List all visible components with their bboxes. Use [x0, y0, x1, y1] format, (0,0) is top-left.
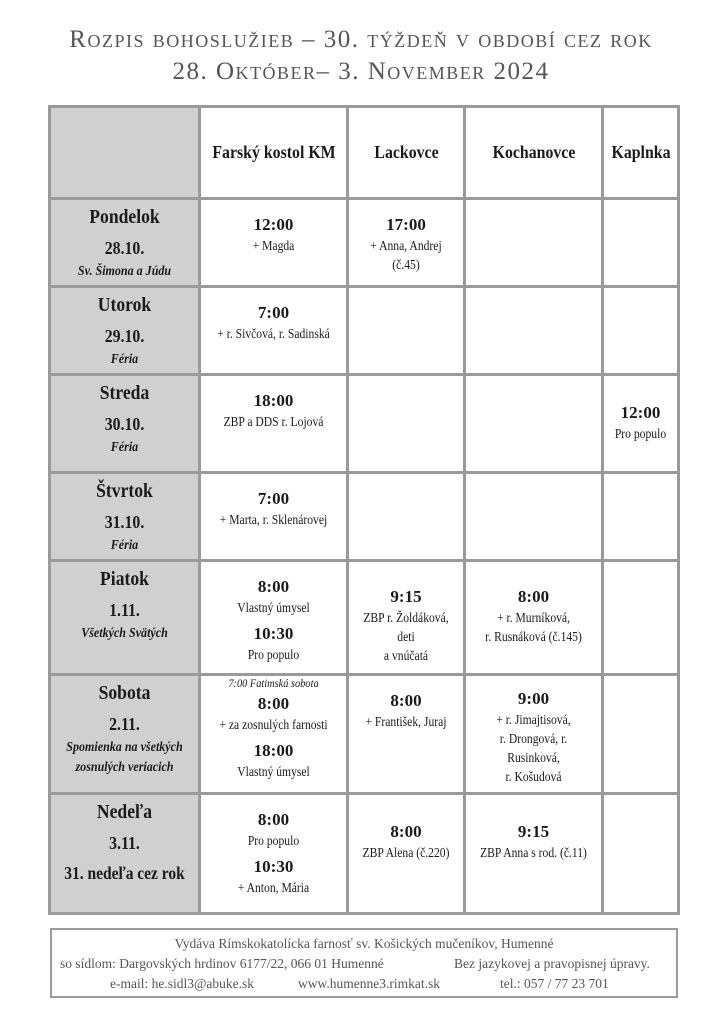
- mass-entry: [349, 821, 463, 862]
- mass-cell: [200, 199, 348, 287]
- day-feast: Féria: [110, 440, 139, 455]
- table-row: [50, 199, 679, 287]
- mass-cell: [348, 287, 465, 375]
- day-cell: [50, 675, 200, 794]
- mass-cell: [465, 199, 603, 287]
- table-header-row: [50, 107, 679, 199]
- mass-entry: [604, 402, 677, 443]
- day-feast: Sv. Šimona a Júdu: [77, 264, 172, 279]
- day-name: Streda: [99, 382, 150, 404]
- day-date: 28.10.: [104, 238, 145, 258]
- mass-intention: ZBP r. Žoldáková, deti: [363, 610, 449, 644]
- day-cell: [50, 287, 200, 375]
- mass-intention: a vnúčatá: [383, 648, 429, 663]
- mass-time: 10:30: [253, 857, 294, 876]
- day-feast: Féria: [110, 352, 139, 367]
- mass-intention: r. Rusnáková (č.145): [485, 629, 582, 644]
- day-name: Utorok: [97, 294, 152, 316]
- mass-intention: Vlastný úmysel: [237, 600, 310, 615]
- mass-entry: [201, 488, 346, 529]
- day-cell: [50, 199, 200, 287]
- address-text: so sídlom: Dargovských hrdinov 6177/22, 066 01 Humenné: [60, 956, 384, 971]
- day-date: 1.11.: [109, 600, 140, 620]
- mass-entry: [201, 809, 346, 850]
- mass-entry: [466, 688, 601, 786]
- mass-cell: [200, 287, 348, 375]
- day-date: 29.10.: [104, 326, 145, 346]
- mass-cell: [200, 561, 348, 675]
- mass-cell: [348, 675, 465, 794]
- mass-entry: [201, 576, 346, 617]
- mass-entry: [201, 693, 346, 734]
- mass-cell: [603, 199, 679, 287]
- mass-time: 8:00: [390, 691, 422, 710]
- mass-cell: [603, 473, 679, 561]
- day-name: Pondelok: [89, 206, 160, 228]
- table-row: [50, 561, 679, 675]
- mass-entry: [201, 390, 346, 431]
- mass-time: 8:00: [390, 822, 422, 841]
- day-feast: zosnulých veriacich: [75, 760, 174, 775]
- mass-cell: [348, 473, 465, 561]
- mass-cell: [348, 561, 465, 675]
- day-cell: [50, 375, 200, 473]
- mass-entry: [349, 214, 463, 274]
- day-name: Nedeľa: [96, 801, 153, 823]
- page-title: Rozpis bohoslužieb – 30. týždeň v období cez rok: [69, 26, 653, 53]
- mass-intention: Pro populo: [614, 426, 667, 441]
- mass-intention: + r. Jimajtisová,: [496, 712, 571, 727]
- column-header: Kaplnka: [607, 107, 674, 199]
- mass-time: 8:00: [517, 587, 550, 606]
- mass-cell: [348, 375, 465, 473]
- mass-cell: [603, 375, 679, 473]
- mass-entry: [349, 586, 463, 665]
- mass-cell: [200, 794, 348, 914]
- mass-entry: [201, 214, 346, 255]
- mass-intention: r. Košudová: [505, 769, 562, 784]
- day-feast: Spomienka na všetkých: [66, 740, 183, 755]
- mass-time: 18:00: [253, 741, 294, 760]
- email-link[interactable]: e-mail: he.sidl3@abuke.sk: [110, 976, 255, 991]
- table-row: [50, 287, 679, 375]
- mass-entry: [466, 821, 601, 862]
- day-cell: [50, 473, 200, 561]
- mass-intention: Vlastný úmysel: [237, 764, 310, 779]
- mass-intention: + Anna, Andrej (č.45): [370, 238, 442, 272]
- mass-intention: + František, Juraj: [365, 714, 447, 729]
- mass-entry: [201, 740, 346, 781]
- day-feast: Všetkých Svätých: [81, 626, 168, 641]
- web-link[interactable]: www.humenne3.rimkat.sk: [298, 976, 440, 991]
- day-date: 30.10.: [104, 414, 145, 434]
- mass-cell: [200, 473, 348, 561]
- mass-intention: + Marta, r. Sklenárovej: [219, 512, 328, 527]
- publisher-line: Vydáva Rímskokatolícka farnosť sv. Košických mučeníkov, Humenné: [174, 936, 554, 951]
- mass-intention: Pro populo: [247, 647, 300, 662]
- phone-text: tel.: 057 / 77 23 701: [500, 976, 609, 991]
- mass-entry: [201, 856, 346, 897]
- mass-entry: [201, 302, 346, 343]
- day-name: Piatok: [100, 568, 149, 590]
- mass-time: 17:00: [386, 215, 426, 234]
- mass-time: 10:30: [253, 624, 294, 643]
- mass-cell: [200, 675, 348, 794]
- mass-cell: [603, 287, 679, 375]
- day-name: Sobota: [98, 682, 151, 704]
- mass-time: 18:00: [253, 391, 294, 410]
- mass-time: 9:00: [517, 689, 550, 708]
- day-name: Štvrtok: [96, 480, 153, 502]
- mass-note: 7:00 Fatimská sobota: [228, 678, 319, 690]
- column-header: Farský kostol KM: [208, 107, 338, 199]
- mass-cell: [603, 794, 679, 914]
- footer-box: [50, 928, 678, 998]
- mass-cell: [465, 561, 603, 675]
- mass-cell: [603, 561, 679, 675]
- mass-cell: [465, 375, 603, 473]
- mass-time: 7:00: [257, 303, 290, 322]
- mass-intention: + Anton, Mária: [237, 880, 310, 895]
- mass-intention: + za zosnulých farnosti: [219, 717, 328, 732]
- mass-time: 12:00: [253, 215, 294, 234]
- mass-intention: ZBP Alena (č.220): [362, 845, 450, 860]
- mass-intention: + r. Murníková,: [497, 610, 570, 625]
- day-feast: 31. nedeľa cez rok: [64, 863, 185, 883]
- date-range: 28. Október– 3. November 2024: [172, 58, 550, 85]
- day-date: 3.11.: [109, 833, 140, 853]
- mass-time: 8:00: [257, 577, 290, 596]
- table-row: [50, 473, 679, 561]
- mass-cell: [200, 375, 348, 473]
- day-date: 31.10.: [104, 512, 145, 532]
- table-row: [50, 675, 679, 794]
- day-cell: [50, 794, 200, 914]
- column-header: Kochanovce: [473, 107, 594, 199]
- corner-cell: [50, 107, 200, 199]
- mass-entry: [201, 623, 346, 664]
- mass-time: 7:00: [257, 489, 290, 508]
- disclaimer-text: Bez jazykovej a pravopisnej úpravy.: [454, 956, 650, 971]
- mass-cell: [465, 794, 603, 914]
- mass-intention: + r. Sivčová, r. Sadinská: [217, 326, 330, 341]
- mass-cell: [603, 675, 679, 794]
- mass-cell: [348, 199, 465, 287]
- table-row: [50, 375, 679, 473]
- table-row: [50, 794, 679, 914]
- mass-time: 8:00: [257, 694, 290, 713]
- mass-time: 9:15: [390, 587, 422, 606]
- mass-intention: Pro populo: [247, 833, 300, 848]
- mass-intention: ZBP a DDS r. Lojová: [223, 414, 324, 429]
- mass-intention: + Magda: [252, 238, 295, 253]
- column-header: Lackovce: [355, 107, 458, 199]
- mass-cell: [348, 794, 465, 914]
- mass-entry: [466, 586, 601, 646]
- mass-time: 12:00: [620, 403, 661, 422]
- mass-time: 9:15: [517, 822, 550, 841]
- day-feast: Féria: [110, 538, 139, 553]
- mass-intention: r. Drongová, r. Rusinková,: [499, 731, 568, 765]
- mass-cell: [465, 287, 603, 375]
- mass-intention: ZBP Anna s rod. (č.11): [480, 845, 587, 860]
- day-cell: [50, 561, 200, 675]
- mass-entry: [349, 690, 463, 731]
- mass-cell: [465, 675, 603, 794]
- schedule-table: [48, 105, 680, 915]
- mass-time: 8:00: [257, 810, 290, 829]
- mass-cell: [465, 473, 603, 561]
- day-date: 2.11.: [109, 714, 140, 734]
